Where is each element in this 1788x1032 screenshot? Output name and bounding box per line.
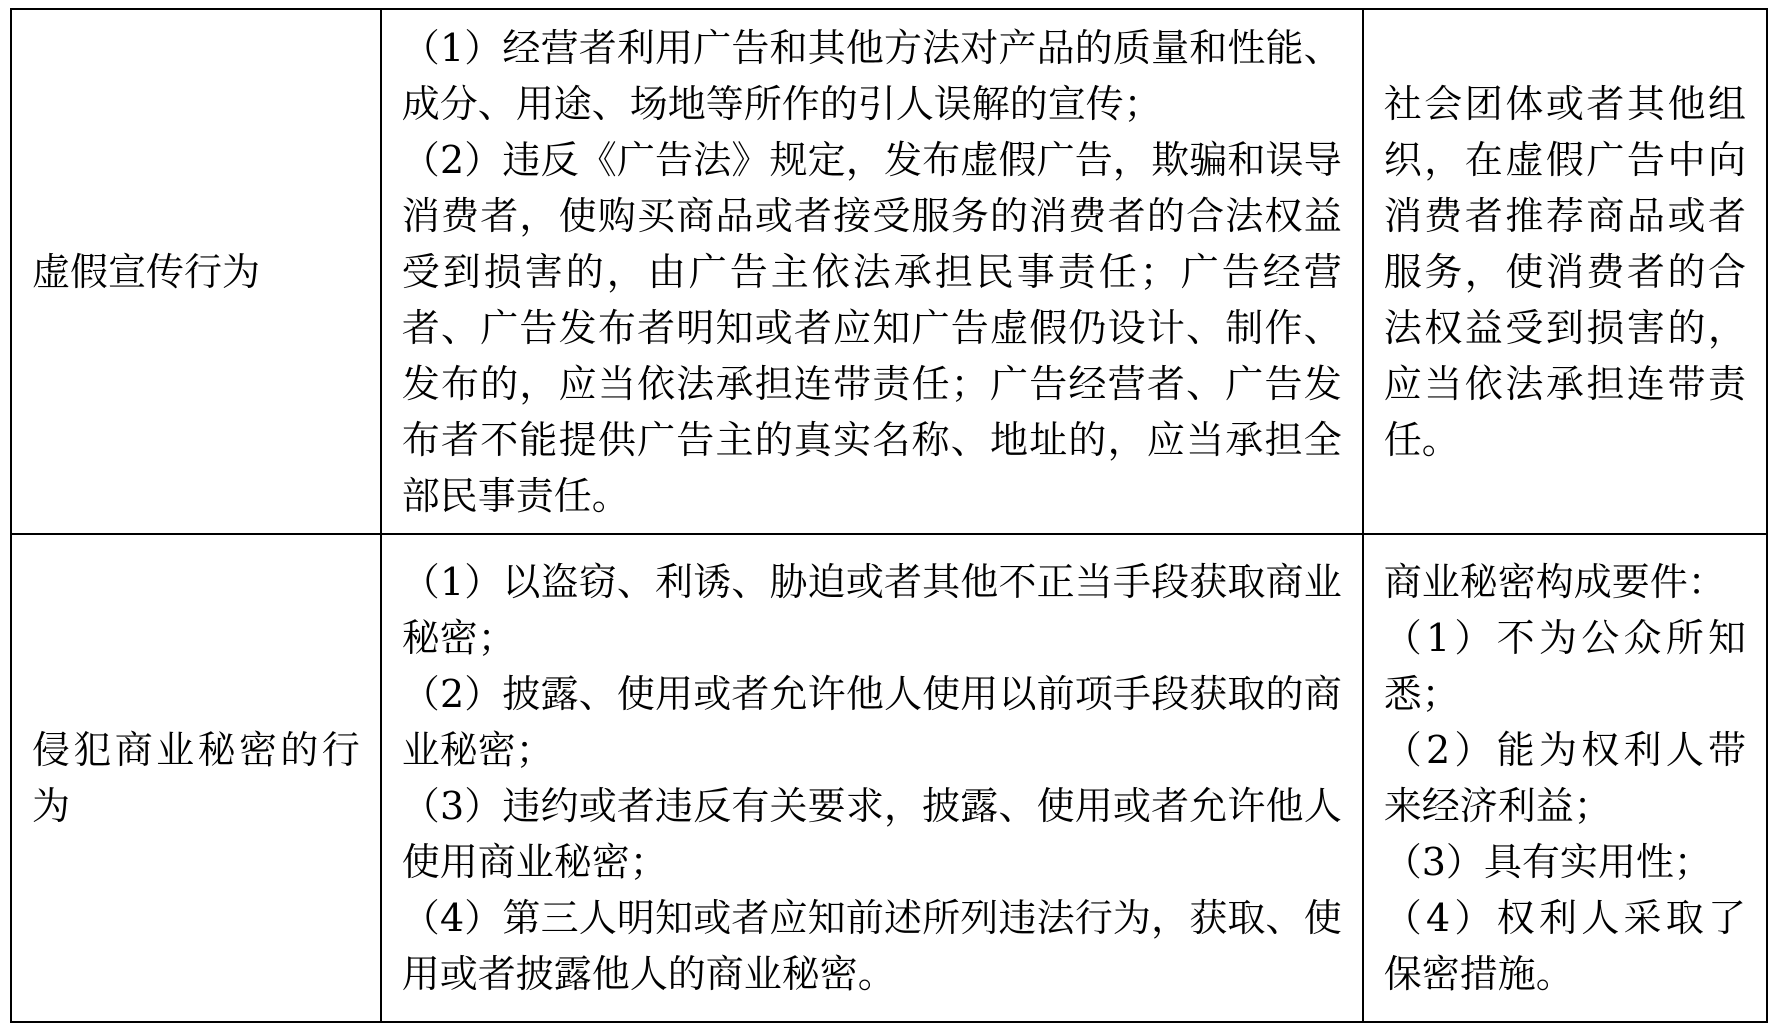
description-item: （2）披露、使用或者允许他人使用以前项手段获取的商业秘密； bbox=[401, 672, 1342, 772]
notes-item: 商业秘密构成要件： bbox=[1383, 560, 1726, 604]
category-label: 虚假宣传行为 bbox=[32, 249, 261, 294]
category-label: 侵犯商业秘密的行为 bbox=[32, 728, 360, 828]
description-item: （1）经营者利用广告和其他方法对产品的质量和性能、成分、用途、场地等所作的引人误解的宣传； bbox=[401, 25, 1342, 126]
description-item: （2）违反《广告法》规定，发布虚假广告，欺骗和误导消费者，使购买商品或者接受服务的消费者的合法权益受到损害的，由广告主依法承担民事责任；广告经营者、广告发布者明知或者应知广告虚假仍设计、制作、发布的，应当依法承担连带责任；广告经营者、广告发布者不能提供广告主的真实名称、地址的，应当承担全部民事责任。 bbox=[401, 137, 1342, 518]
notes-item: （1）不为公众所知悉； bbox=[1383, 616, 1746, 716]
notes-item: （4）权利人采取了保密措施。 bbox=[1383, 896, 1746, 996]
table-row bbox=[11, 534, 1767, 1022]
notes-item: 社会团体或者其他组织，在虚假广告中向消费者推荐商品或者服务，使消费者的合法权益受到损害的，应当依法承担连带责任。 bbox=[1383, 81, 1746, 462]
category-cell bbox=[11, 534, 381, 1022]
category-cell bbox=[11, 9, 381, 534]
description-item: （3）违约或者违反有关要求，披露、使用或者允许他人使用商业秘密； bbox=[401, 784, 1342, 884]
description-cell bbox=[381, 534, 1363, 1022]
description-item: （4）第三人明知或者应知前述所列违法行为，获取、使用或者披露他人的商业秘密。 bbox=[401, 896, 1342, 996]
table-row bbox=[11, 9, 1767, 534]
description-item: （1）以盗窃、利诱、胁迫或者其他不正当手段获取商业秘密； bbox=[401, 560, 1342, 660]
notes-item: （2）能为权利人带来经济利益； bbox=[1383, 728, 1746, 828]
description-cell bbox=[381, 9, 1363, 534]
legal-table bbox=[10, 8, 1768, 1023]
notes-cell bbox=[1363, 9, 1767, 534]
notes-cell bbox=[1363, 534, 1767, 1022]
notes-item: （3）具有实用性； bbox=[1383, 840, 1712, 884]
